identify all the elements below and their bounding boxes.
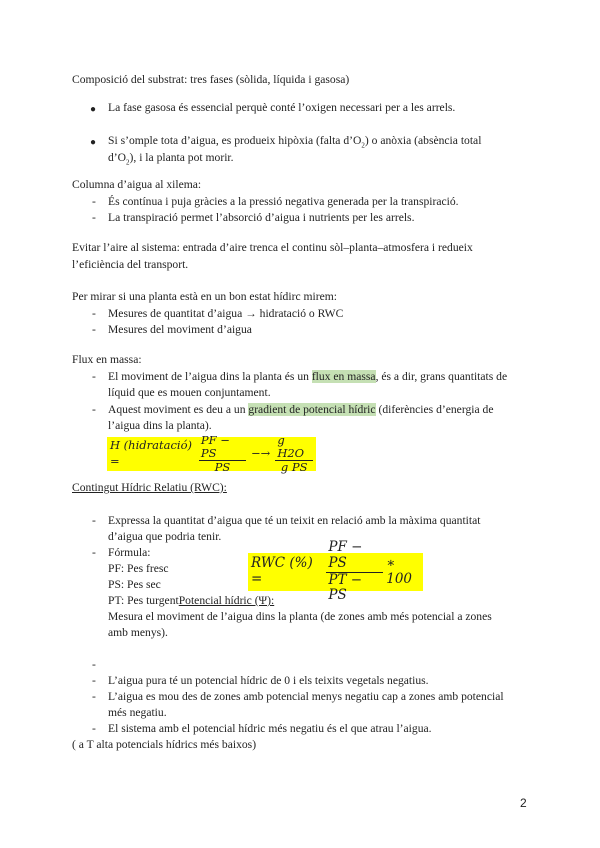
item-rwc-definition-line2: d’aigua que podria tenir. (108, 530, 222, 543)
item-water-moves-line1: L’aigua es mou des de zones amb potencial menys negatiu cap a zones amb potencial (108, 690, 504, 703)
formula-hydration-arrow: −→ (251, 446, 271, 461)
formula-rwc (248, 539, 423, 604)
formula-rwc-lhs: RWC (%) = (251, 555, 313, 587)
formula-hydration-units: $\frac{\text{g H2O}}{\text{g PS}}$ (275, 434, 313, 475)
item-gradient-line1: Aquest moviment es deu a un gradient de potencial hídric (diferències d’energia de (108, 403, 494, 416)
bullet-dot: ● (90, 104, 97, 115)
dash-marker: - (92, 514, 96, 527)
bullet-hypoxia-line2: $d’O_2$), i la planta pot morir. (108, 151, 234, 167)
item-transpiration: La transpiració permet l’absorció d’aigua i nutrients per les arrels. (108, 211, 415, 224)
highlight-gradient: gradient de potencial hídric (248, 403, 376, 416)
dash-marker: - (92, 658, 96, 671)
section-title-mass-flow: Flux en massa: (72, 353, 142, 366)
formula-rwc-fraction: $\frac{PF - PS}{PT - PS}$ (326, 540, 383, 603)
item-most-negative: El sistema amb el potencial hídric més negatiu és el que atrau l’aigua. (108, 722, 432, 735)
dash-marker: - (92, 546, 96, 559)
water-potential-definition-line1: Mesura el moviment de l’aigua dins la planta (de zones amb més potencial a zones (108, 610, 492, 623)
formula-hydration (107, 432, 316, 475)
dash-marker: - (92, 370, 96, 383)
note-high-temperature: ( a T alta potencials hídrics més baixos) (72, 738, 257, 751)
paragraph-avoid-air-line1: Evitar l’aire al sistema: entrada d’aire trenca el continu sòl–planta–atmosfera i redueix (72, 241, 473, 254)
item-mass-flow-line1: El moviment de l’aigua dins la planta és un flux en massa, és a dir, grans quantitats de (108, 370, 508, 383)
item-mass-flow-line2: líquid que es mouen conjuntament. (108, 386, 271, 399)
dash-marker: - (92, 722, 96, 735)
dash-marker: - (92, 323, 96, 336)
dash-marker: - (92, 307, 96, 320)
formula-hydration-fraction: $\frac{PF - PS}{PS}$ (199, 434, 246, 475)
dash-marker: - (92, 690, 96, 703)
item-water-movement: Mesures del moviment d’aigua (108, 323, 252, 336)
subtitle-water-potential: Potencial hídric (Ψ): (178, 594, 275, 607)
paragraph-avoid-air-line2: l’eficiència del transport. (72, 258, 189, 271)
section-title-water-status: Per mirar si una planta està en un bon estat hídirc mirem: (72, 290, 337, 303)
water-potential-definition-line2: amb menys). (108, 626, 168, 639)
dash-marker: - (92, 195, 96, 208)
bullet-dot: ● (90, 137, 97, 148)
item-gradient-line2: l’aigua dins la planta). (108, 419, 212, 432)
item-pure-water-potential: L’aigua pura té un potencial hídric de 0 i els teixits vegetals negatius. (108, 674, 429, 687)
page-number: 2 (520, 796, 527, 810)
formula-hydration-lhs: H (hidratació) = (110, 438, 192, 468)
item-water-moves-line2: més negatiu. (108, 706, 167, 719)
dash-marker: - (92, 211, 96, 224)
section-title-substrat: Composició del substrat: tres fases (sòlida, líquida i gasosa) (72, 73, 350, 86)
item-formula-label: Fórmula: (108, 546, 151, 559)
bullet-gas-phase: La fase gasosa és essencial perquè conté l’oxigen necessari per a les arrels. (108, 101, 456, 114)
item-xilema-continuous: És contínua i puja gràcies a la pressió negativa generada per la transpiració. (108, 195, 459, 208)
legend-pt: PT: Pes turgentPotencial hídric (Ψ): (108, 594, 275, 607)
bullet-hypoxia-line1: Si s’omple tota d’aigua, es produeix hipòxia (falta $d’O_2$) o anòxia (absència total (108, 134, 482, 150)
dash-marker: - (92, 674, 96, 687)
legend-pf: PF: Pes fresc (108, 562, 169, 575)
dash-marker: - (92, 403, 96, 416)
item-rwc-definition-line1: Expressa la quantitat d’aigua que té un teixit en relació amb la màxima quantitat (108, 514, 481, 527)
formula-rwc-multiplier: ∗ 100 (386, 555, 413, 587)
item-water-quantity: Mesures de quantitat d’aigua → hidratació o RWC (108, 307, 344, 320)
section-title-rwc: Contingut Hídric Relatiu (RWC): (72, 481, 227, 494)
section-title-xilema: Columna d’aigua al xilema: (72, 178, 202, 191)
highlight-mass-flow: flux en massa (311, 370, 376, 383)
legend-ps: PS: Pes sec (108, 578, 161, 591)
